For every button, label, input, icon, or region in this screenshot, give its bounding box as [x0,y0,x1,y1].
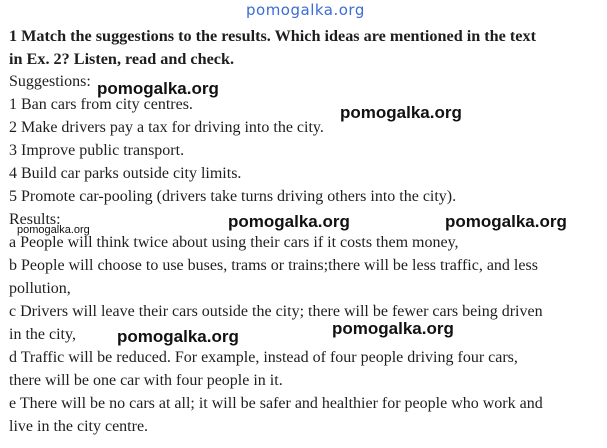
suggestion-1: 1 Ban cars from city centres. [9,96,193,113]
suggestion-2: 2 Make drivers pay a tax for driving into the city. [9,119,324,136]
result-e-line-1: e There will be no cars at all; it will be safer and healthier for people who work and [9,395,543,412]
suggestion-4: 4 Build car parks outside city limits. [9,165,242,182]
exercise-heading-line-2: in Ex. 2? Listen, read and check. [9,50,235,68]
suggestion-3: 3 Improve public transport. [9,142,185,159]
watermark-3: pomogalka.org [228,212,350,231]
watermark-1: pomogalka.org [97,79,219,98]
result-b-line-1: b People will choose to use buses, trams or trains;there will be less traffic, and less [9,257,538,274]
watermark-top: pomogalka.org [246,1,365,19]
result-c-line-1: c Drivers will leave their cars outside the city; there will be fewer cars being driven [9,303,543,320]
result-d-line-2: there will be one car with four people in it. [9,372,283,389]
result-d-line-1: d Traffic will be reduced. For example, instead of four people driving four cars, [9,349,518,366]
results-label: Results: [9,211,61,228]
result-e-line-2: live in the city centre. [9,418,149,435]
watermark-6: pomogalka.org [332,319,454,338]
watermark-4: pomogalka.org [445,212,567,231]
watermark-7: pomogalka.org [117,327,239,346]
watermark-5: pomogalka.org [17,224,90,236]
suggestions-label: Suggestions: [9,73,91,90]
result-b-line-2: pollution, [9,280,71,297]
suggestion-5: 5 Promote car-pooling (drivers take turns driving others into the city). [9,188,457,205]
result-a: a People will think twice about using their cars if it costs them money, [9,234,459,251]
exercise-heading-line-1: 1 Match the suggestions to the results. Which ideas are mentioned in the text [9,27,536,45]
watermark-2: pomogalka.org [340,103,462,122]
result-c-line-2: in the city, [9,326,76,343]
